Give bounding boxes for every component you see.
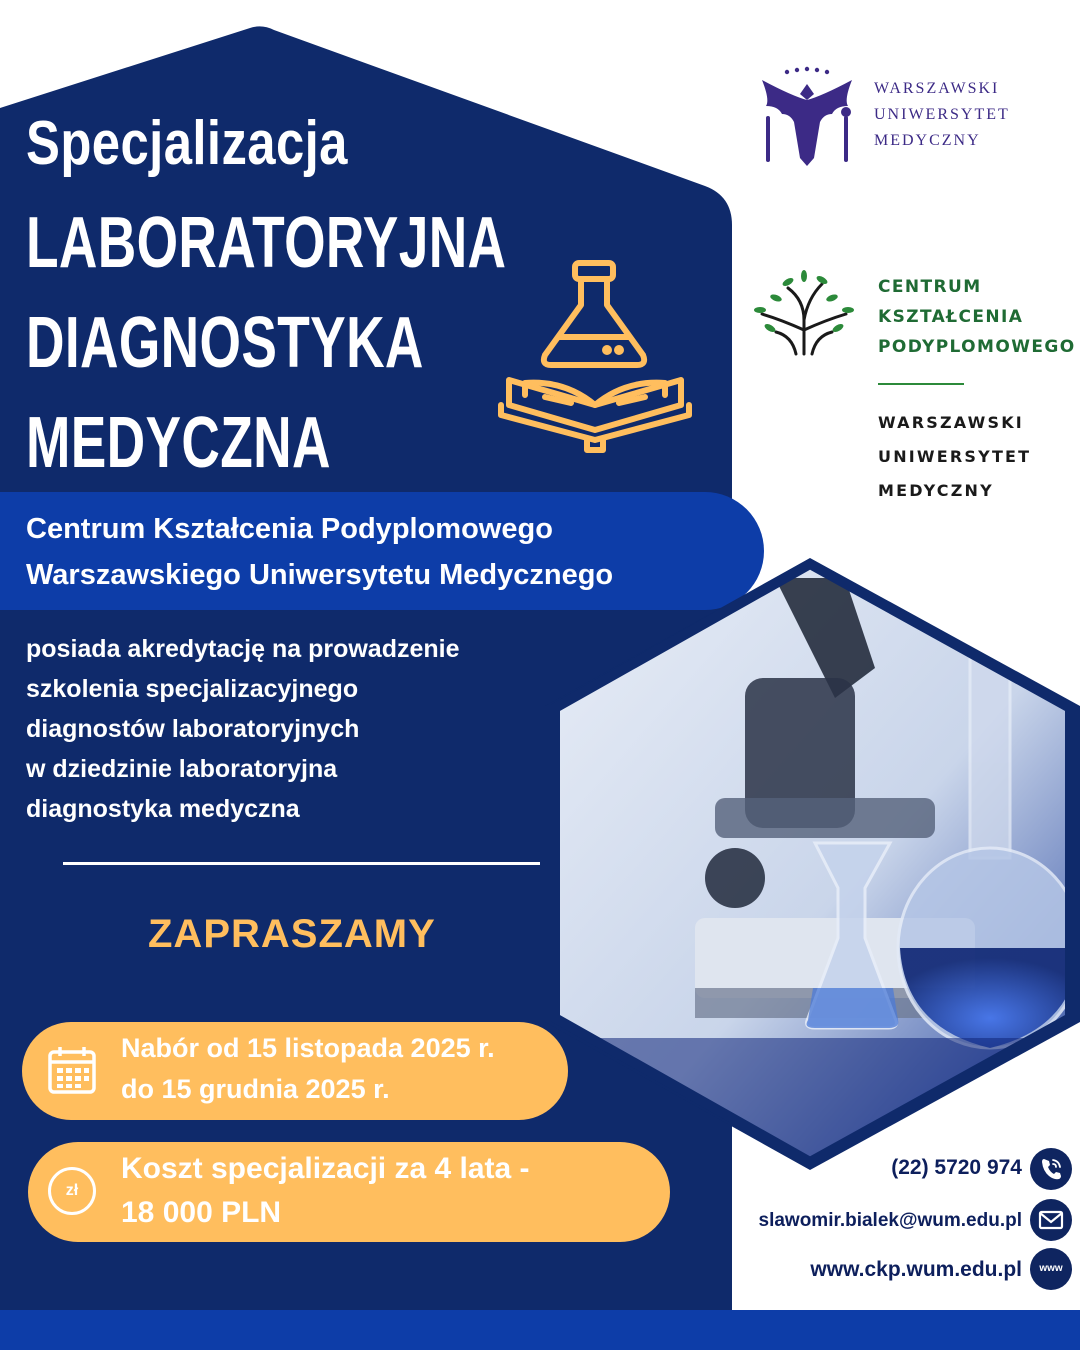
description-line1: posiada akredytację na prowadzenie bbox=[26, 635, 460, 663]
eagle-crest-icon bbox=[752, 66, 862, 170]
wum-bottom-line1: WARSZAWSKI bbox=[878, 413, 1024, 432]
wum-bottom-line2: UNIWERSYTET bbox=[878, 447, 1032, 466]
currency-icon-label: zł bbox=[65, 1182, 79, 1199]
ckp-logo-text bbox=[878, 272, 1076, 362]
flask-book-icon bbox=[495, 255, 695, 460]
description bbox=[26, 629, 460, 829]
phone-icon-glyph bbox=[1030, 1148, 1072, 1190]
website-url[interactable]: www.ckp.wum.edu.pl bbox=[810, 1258, 1022, 1281]
description-line4: w dziedzinie laboratoryjna bbox=[26, 755, 338, 783]
lab-photo-hexagon bbox=[545, 558, 1080, 1170]
title-diagnostyka: DIAGNOSTYKA bbox=[26, 303, 424, 383]
description-line3: diagnostów laboratoryjnych bbox=[26, 715, 360, 743]
wum-top-line3: MEDYCZNY bbox=[874, 132, 981, 149]
ckp-line2: KSZTAŁCENIA bbox=[878, 307, 1024, 327]
center-name-line1: Centrum Kształcenia Podyplomowego bbox=[26, 513, 553, 545]
mail-icon[interactable] bbox=[1030, 1199, 1072, 1241]
www-icon[interactable] bbox=[1030, 1248, 1072, 1290]
divider-line bbox=[63, 862, 540, 865]
cost-line1: Koszt specjalizacji za 4 lata - bbox=[121, 1152, 530, 1185]
wum-top-logo-text bbox=[874, 76, 1010, 154]
title-specjalizacja: Specjalizacja bbox=[26, 109, 348, 178]
description-line5: diagnostyka medyczna bbox=[26, 795, 300, 823]
ckp-line1: CENTRUM bbox=[878, 277, 982, 297]
enrollment-line1: Nabór od 15 listopada 2025 r. bbox=[121, 1033, 495, 1063]
wum-bottom-line3: MEDYCZNY bbox=[878, 481, 994, 500]
wum-bottom-logo-text bbox=[878, 406, 1031, 508]
wum-top-line2: UNIWERSYTET bbox=[874, 106, 1010, 123]
cost-line2: 18 000 PLN bbox=[121, 1196, 282, 1229]
wum-top-line1: WARSZAWSKI bbox=[874, 80, 1000, 97]
phone-number[interactable]: (22) 5720 974 bbox=[891, 1156, 1022, 1179]
phone-icon[interactable] bbox=[1030, 1148, 1072, 1190]
title-laboratoryjna: LABORATORYJNA bbox=[26, 203, 507, 283]
calendar-icon bbox=[46, 1044, 98, 1096]
www-icon-label: www bbox=[1039, 1263, 1063, 1274]
email-address[interactable]: slawomir.bialek@wum.edu.pl bbox=[758, 1210, 1022, 1231]
ckp-logo-divider bbox=[878, 383, 964, 385]
ckp-line3: PODYPLOMOWEGO bbox=[878, 337, 1076, 357]
title-medyczna: MEDYCZNA bbox=[26, 403, 331, 483]
center-name-line2: Warszawskiego Uniwersytetu Medycznego bbox=[26, 559, 614, 591]
invite-heading: ZAPRASZAMY bbox=[148, 912, 436, 956]
enrollment-line2: do 15 grudnia 2025 r. bbox=[121, 1074, 390, 1104]
tree-icon bbox=[752, 270, 856, 356]
mail-icon-glyph bbox=[1030, 1199, 1072, 1241]
currency-icon bbox=[48, 1167, 96, 1215]
description-line2: szkolenia specjalizacyjnego bbox=[26, 675, 359, 703]
